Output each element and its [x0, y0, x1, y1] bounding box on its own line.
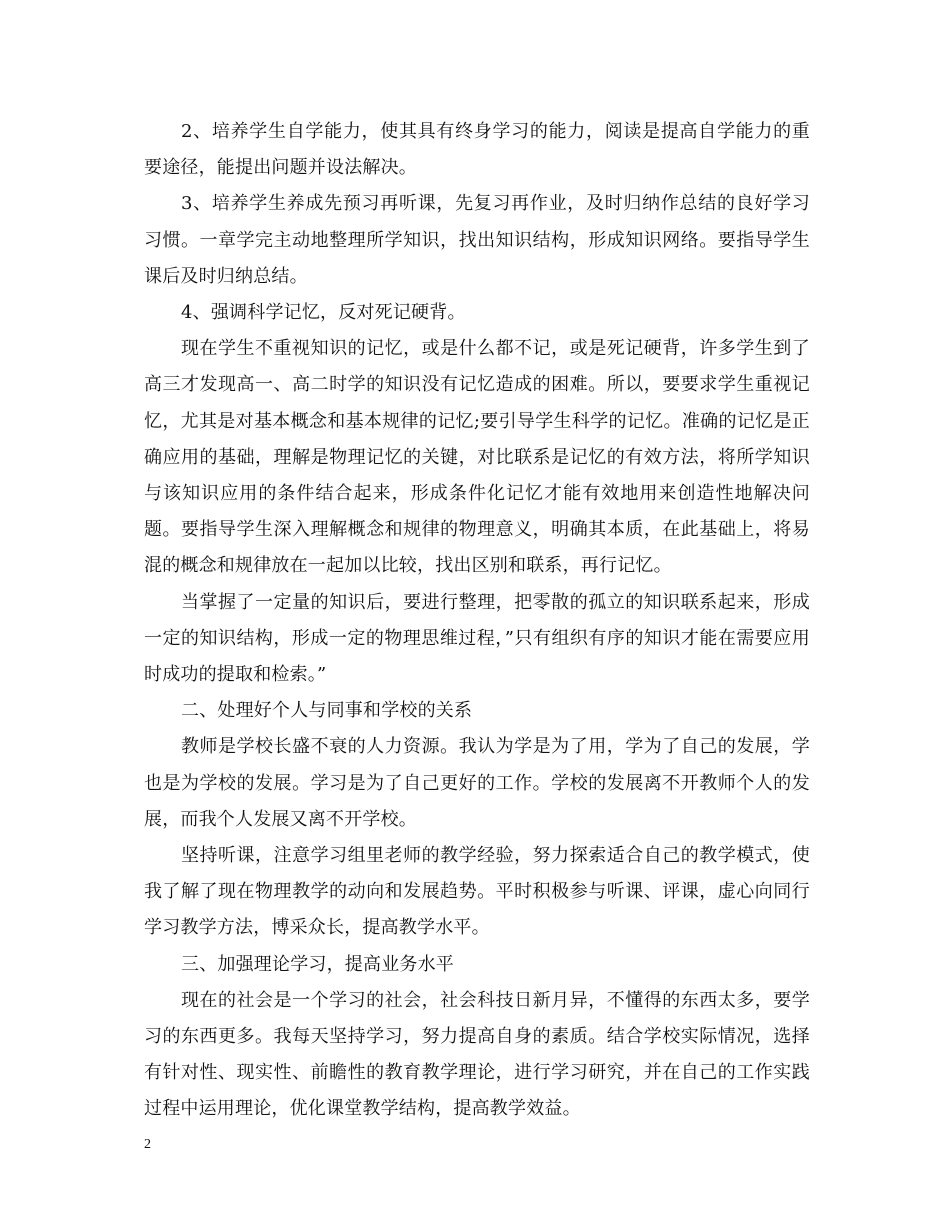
- document-body: [144, 114, 810, 1128]
- paragraph-lesson-observation: 坚持听课，注意学习组里老师的教学经验，努力探索适合自己的教学模式，使我了解了现在物理教学的动向和发展趋势。平时积极参与听课、评课，虚心向同行学习教学方法，博采众长，提高教学水平。: [144, 845, 810, 939]
- paragraph-learning-society: 现在的社会是一个学习的社会，社会科技日新月异，不懂得的东西太多，要学习的东西更多。我每天坚持学习，努力提高自身的素质。结合学校实际情况，选择有针对性、现实性、前瞻性的教育教学理论，进行学习研究，并在自己的工作实践过程中运用理论，优化课堂教学结构，提高教学效益。: [144, 989, 810, 1120]
- page-number: 2: [144, 1137, 151, 1152]
- paragraph-memory-detail: 现在学生不重视知识的记忆，或是什么都不记，或是死记硬背，许多学生到了高三才发现高一、高二时学的知识没有记忆造成的困难。所以，要要求学生重视记忆，尤其是对基本概念和基本规律的记忆;要引导学生科学的记忆。准确的记忆是正确应用的基础，理解是物理记忆的关键，对比联系是记忆的有效方法，将所学知识与该知识应用的条件结合起来，形成条件化记忆才能有效地用来创造性地解决问题。要指导学生深入理解概念和规律的物理意义，明确其本质，在此基础上，将易混的概念和规律放在一起加以比较，找出区别和联系，再行记忆。: [144, 338, 810, 577]
- paragraph-self-study: 2、培养学生自学能力，使其具有终身学习的能力，阅读是提高自学能力的重要途径，能提出问题并设法解决。: [144, 121, 810, 179]
- section-heading-relationships: 二、处理好个人与同事和学校的关系: [181, 700, 473, 722]
- paragraph-knowledge-organization: 当掌握了一定量的知识后，要进行整理，把零散的孤立的知识联系起来，形成一定的知识结构，形成一定的物理思维过程，”只有组织有序的知识才能在需要应用时成功的提取和检索。”: [144, 591, 810, 686]
- paragraph-teacher-resource: 教师是学校长盛不衰的人力资源。我认为学是为了用，学为了自己的发展，学也是为学校的发展。学习是为了自己更好的工作。学校的发展离不开教师个人的发展，而我个人发展又离不开学校。: [144, 736, 810, 830]
- paragraph-study-habits: 3、培养学生养成先预习再听课，先复习再作业，及时归纳作总结的良好学习习惯。一章学完主动地整理所学知识，找出知识结构，形成知识网络。要指导学生课后及时归纳总结。: [144, 193, 810, 287]
- section-heading-theory-study: 三、加强理论学习，提高业务水平: [181, 953, 454, 975]
- paragraph-scientific-memory: 4、强调科学记忆，反对死记硬背。: [181, 302, 466, 324]
